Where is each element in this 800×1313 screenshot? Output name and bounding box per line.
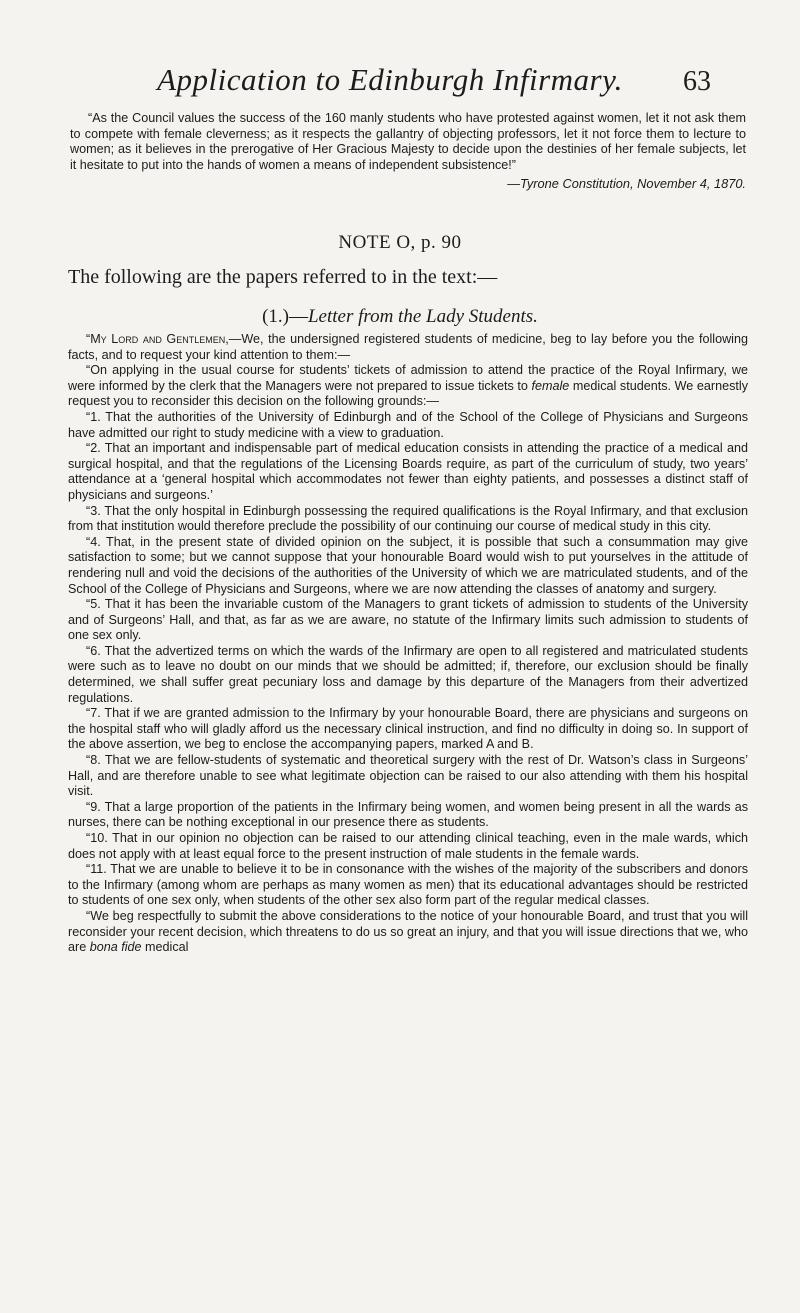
closing-text-b: medical (141, 940, 189, 955)
newspaper-quote: “As the Council values the success of the 160 manly students who have protested against women, let it not ask them to compete with female cleverness; as it respects the gallantry of objecting professors, let it not force them to lecture to women; as it believes in the prerogative of Her Gracious Majesty to decide upon the destinies of her female subjects, let it hesitate to put into the hands of women a means of independent subsistence!” (70, 111, 746, 172)
numbered-point: “4. That, in the present state of divided opinion on the subject, it is possible that such a consummation may give satisfaction to some; but we cannot suppose that your honourable Board would wish to put yourselves in the attitude of rendering null and void the decisions of the authorities of the University of which we are matriculated students, and of the School of the College of Physicians and Surgeons, where we are now attending the classes of anatomy and surgery. (68, 534, 748, 596)
numbered-point: “7. That if we are granted admission to the Infirmary by your honourable Board, there are physicians and surgeons on the hospital staff who will gladly afford us the necessary clinical instruction, and find no difficulty in doing so. In support of the above assertion, we beg to enclose the accompanying papers, marked A and B. (68, 706, 748, 752)
closing-text-a: “We beg respectfully to submit the above considerations to the notice of your honourable Board, and trust that you will reconsider your recent decision, which threatens to do us so great an injury, and that you will issue directions that we, who are (68, 908, 748, 955)
running-title: Application to Edinburgh Infirmary. (157, 62, 623, 97)
quote-attribution: —Tyrone Constitution, November 4, 1870. (507, 176, 746, 191)
letter-body (68, 332, 748, 956)
salutation: “My Lord and Gentlemen, (86, 332, 229, 346)
numbered-point: “6. That the advertized terms on which the wards of the Infirmary are open to all registered and matriculated students were such as to leave no doubt on our minds that we should be admitted; if, therefore, our exclusion should be finally determined, we shall suffer great pecuniary loss and damage by this departure of the Managers from their advertized regulations. (68, 643, 748, 705)
application-emphasis: female (531, 378, 570, 393)
numbered-point: “5. That it has been the invariable custom of the Managers to grant tickets of admission to students of the University and of Surgeons’ Hall, and that, as far as we are aware, no statute of the Infirmary limits such admission to students of one sex only. (68, 597, 748, 643)
page-number: 63 (683, 66, 711, 97)
closing-emphasis: bona fide (89, 940, 142, 955)
numbered-point: “2. That an important and indispensable part of medical education consists in attending the practice of a medical and surgical hospital, and that the regulations of the Licensing Boards require, as part of the curriculum of study, two years’ attendance at a ‘general hospital which accommodates not fewer than eighty patients, and possesses a distinct staff of physicians and surgeons.’ (68, 441, 748, 502)
letter-number: (1.)— (262, 306, 308, 327)
note-heading: NOTE O, p. 90 (338, 232, 462, 253)
application-text-b: medical students. We earnestly request you to reconsider this decision on the following grounds:— (68, 378, 748, 409)
note-intro: The following are the papers referred to in the text:— (68, 266, 498, 288)
application-paragraph (68, 363, 748, 410)
salutation-text: —We, the undersigned registered students of medicine, beg to lay before you the following facts, and to request your kind attention to them:— (68, 332, 748, 362)
salutation-paragraph (68, 332, 748, 363)
numbered-point: “11. That we are unable to believe it to be in consonance with the wishes of the majority of the subscribers and donors to the Infirmary (among whom are perhaps as many women as men) that its educational advantages should be restricted to students of one sex only, when students of the other sex also form part of the regular medical classes. (68, 862, 748, 908)
application-text-a: “On applying in the usual course for students’ tickets of admission to attend the practice of the Royal Infirmary, we were informed by the clerk that the Managers were not prepared to issue tickets to (68, 363, 748, 393)
numbered-point: “3. That the only hospital in Edinburgh possessing the required qualifications is the Royal Infirmary, and that exclusion from that institution would therefore preclude the possibility of our continuing our course of medical study in this city. (68, 503, 748, 534)
letter-heading (0, 306, 800, 328)
numbered-point: “1. That the authorities of the University of Edinburgh and of the School of the College of Physicians and Surgeons have admitted our right to study medicine with a view to graduation. (68, 409, 748, 440)
numbered-point: “8. That we are fellow-students of systematic and theoretical surgery with the rest of Dr. Watson’s class in Surgeons’ Hall, and are therefore unable to see what legitimate objection can be raised to our also attending with them his hospital visit. (68, 753, 748, 799)
letter-title: Letter from the Lady Students. (307, 306, 538, 327)
numbered-point: “9. That a large proportion of the patients in the Infirmary being women, and women being present in all the wards as nurses, there can be nothing exceptional in our presence there as students. (68, 799, 748, 830)
closing-paragraph (68, 909, 748, 956)
numbered-point: “10. That in our opinion no objection can be raised to our attending clinical teaching, even in the male wards, which does not apply with at least equal force to the present instruction of male students in the female wards. (68, 831, 748, 861)
